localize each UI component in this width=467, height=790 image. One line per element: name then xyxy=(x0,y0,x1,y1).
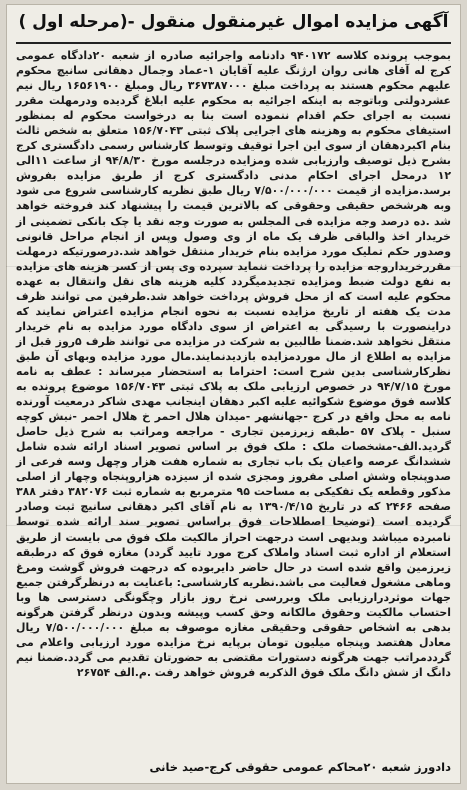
title-divider xyxy=(16,42,451,44)
notice-signature: دادورز شعبه ۲۰محاکم عمومی حقوقی کرج-صید خانی xyxy=(149,760,451,774)
notice-title: آگهی مزایده اموال غیرمنقول منقول -(مرحله اول ) xyxy=(18,12,449,32)
newspaper-clipping xyxy=(6,4,461,784)
notice-body: بموجب پرونده کلاسه ۹۴۰۱۷۲ دادنامه واجرائیه صادره از شعبه ۲۰دادگاه عمومی کرج له آقای هانی روان ارژنگ علیه آقایان ۱-عماد وجمال دهقانی سانیچ محکوم علیهم محکوم هستند به پرداخت مبلغ ۳۶۷۳۸۷۰۰۰ ریال ومبلغ ۱۶۵۶۱۹۰۰ ریال نیم عشردولتی وباتوجه به اینکه اجرائیه به محکوم علیه ابلاغ گردیده ودرمهلت مقرر نسبت به اجرای حکم اقدام ننموده است بنا به درخواست محکوم له بمنظور استیفای محکوم به وهزینه های اجرایی پلاک ثبتی ۱۵۶/۷۰۴۳ متعلق به شخص ثالث بنام اکبردهقان از سوی این اجرا توقیف وتوسط کارشناس رسمی دادگستری کرج بشرح ذیل توصیف وارزیابی شده ومزایده درجلسه مورخ ۹۴/۸/۳۰ از ساعت ۱۱الی ۱۲ درمحل اجرای احکام مدنی دادگستری کرج از طریق مزایده بفروش برسد.مزایده از قیمت ۷/۵۰۰/۰۰۰/۰۰۰ ریال طبق نظریه کارشناسی شروع می شود وبه هرشخص حقیقی وحقوقی که بالاترین قیمت را پیشنهاد کند فروخته خواهد شد .ده درصد وجه مزایده فی المجلس به صورت وجه نقد یا چک بانکی تضمینی از خریدار اخذ والباقی ظرف یک ماه از وی وصول وپس از انجام مراحل قانونی وصدور حکم تملیک مورد مزایده بنام خریدار منتقل خواهد شد.درصورتیکه درمهلت مقررخریداروجه مزایده را پرداخت ننماید سپرده وی پس از کسر هزینه های مزایده به نفع دولت ضبط ومزایده تجدیدمیگردد کلیه هزینه های نقل وانتقال به عهده محکوم علیه است که از محل فروش پرداخت خواهد شد.طرفین می توانند ظرف مدت یک هفته از تاریخ مزایده نسبت به نحوه انجام مزایده اعتراض نمایند که دراینصورت با رسیدگی به اعتراض از سوی دادگاه مورد مزایده به نام خریدار منتقل نخواهد شد.ضمنا طالبین به شرکت در مزایده می توانند ظرف ۵روز قبل از مزایده به اطلاع از مال موردمزایده بازدیدنمایند.مال مورد مزایده وبهای آن طبق نظرکارشناسی بدین شرح است: احتراما به استحضار میرساند : عطف به نامه مورخ ۹۴/۷/۱۵ در خصوص ارزیابی ملک به پلاک ثبتی ۱۵۶/۷۰۴۳ موضوع پرونده به کلاسه فوق موضوع شکوائیه علیه اکبر دهقان اینجانب مهدی شاکر درمعیت آورنده نامه به محل واقع در کرج -جهانشهر -میدان هلال احمر خ هلال احمر -نبش کوچه سنبل - پلاک ۵۷ -طبقه زیرزمین تجاری - مراجعه ومراتب به شرح ذیل حاصل گردید.الف-مشخصات ملک : ملک فوق بر اساس تصویر اسناد ارائه شده شامل ششدانگ عرصه واعیان یک باب تجاری به شماره هفت هزار وچهل وسه فرعی از صدوپنجاه وشش اصلی مفروز ومجزی شده از سیزده هزاروپنجاه وچهار از اصلی مذکور وقطعه یک تفکیکی به مساحت ۹۵ مترمربع به شماره ثبت ۳۸۲۰۷۶ دفتر ۳۸۸ صفحه ۲۴۶۶ که در تاریخ ۱۳۹۰/۴/۱۵ به نام آقای اکبر دهقانی سانیچ ثبت وصادر گردیده است (توضیحا اصطلاحات فوق براساس تصویر سند ارائه شده توسط نامبرده میباشد وبدیهی است درجهت احراز مالکیت ملک فوق می بایست از طریق استعلام از اداره ثبت اسناد واملاک کرج مورد تایید گردد) مغازه فوق که درطبقه زیرزمین واقع شده است در حال حاضر دایربوده که درجهت فروش گوشت ومرغ وماهی مشغول فعالیت می باشد.نظریه کارشناسی: باعنایت به درنظرگرفتن جمیع جهات موثردرارزیابی ملک وبررسی نرخ روز بازار وچگونگی دسترسی ها وبا احتساب مالکیت وحقوق مالکانه وحق کسب وپیشه وبدون درنظر گرفتن هرگونه بدهی به اشخاص حقوقی وحقیقی مغازه موصوف به مبلغ ۷/۵۰۰/۰۰۰/۰۰۰ ریال معادل هفتصد وپنجاه میلیون تومان برپایه نرخ مزایده مورد ارزیابی واعلام می گرددمراتب جهت هرگونه دستورات مقتضی به حضورتان تقدیم می گردد.ضمنا نیم دانگ از شش دانگ ملک فوق الذکربه فروش خواهد رفت .م.الف ۲۶۷۵۴ xyxy=(16,49,452,679)
